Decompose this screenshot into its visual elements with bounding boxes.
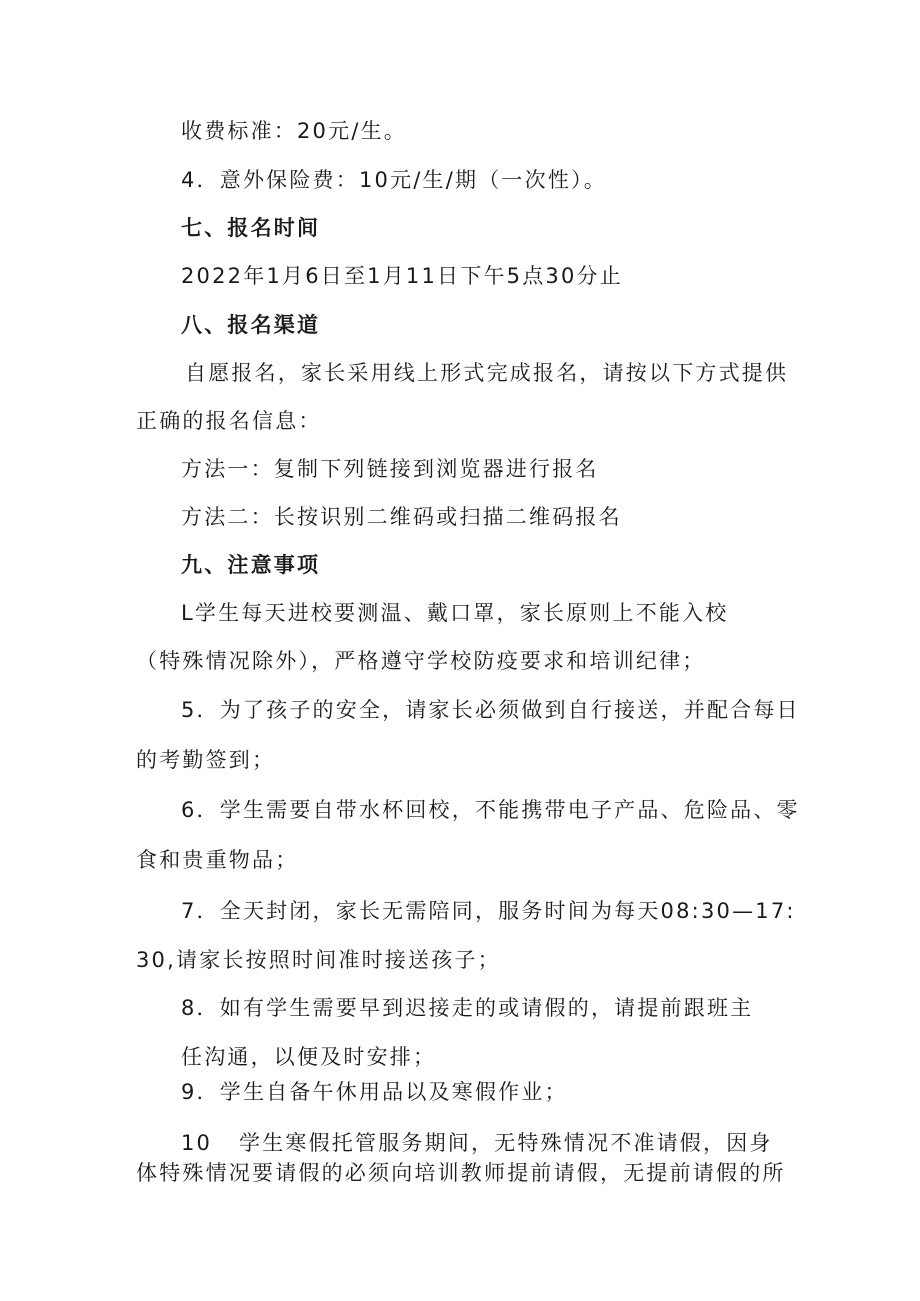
registration-paragraph-line2: 正确的报名信息：	[136, 409, 322, 433]
method-two-text: 方法二：长按识别二维码或扫描二维码报名	[181, 505, 622, 529]
note10-line1	[181, 1128, 773, 1158]
fee-standard-text: 收费标准：20元/生。	[181, 119, 407, 143]
section9-heading: 九、注意事项	[181, 553, 321, 577]
registration-time-text: 2022年1月6日至1月11日下午5点30分止	[181, 264, 623, 288]
registration-paragraph-line1: 自愿报名，家长采用线上形式完成报名，请按以下方式提供	[185, 361, 789, 385]
note5-line1: 5．为了孩子的安全，请家长必须做到自行接送，并配合每日	[181, 698, 800, 722]
note7-line2: 30,请家长按照时间准时接送孩子；	[136, 948, 501, 972]
section8-heading: 八、报名渠道	[181, 313, 321, 337]
note6-line1: 6．学生需要自带水杯回校，不能携带电子产品、危险品、零	[181, 798, 800, 822]
note10-line2: 体特殊情况要请假的必须向培训教师提前请假，无提前请假的所	[136, 1161, 786, 1185]
note1-line1: L学生每天进校要测温、戴口罩，家长原则上不能入校	[181, 601, 729, 625]
note10-line1-text: 学生寒假托管服务期间，无特殊情况不准请假，因身	[239, 1131, 773, 1155]
note8-line1: 8．如有学生需要早到迟接走的或请假的，请提前跟班主	[181, 996, 754, 1020]
method-one-text: 方法一：复制下列链接到浏览器进行报名	[181, 457, 599, 481]
note8-line2: 任沟通，以便及时安排；	[181, 1045, 437, 1069]
insurance-fee-text: 4．意外保险费：10元/生/期（一次性）。	[181, 168, 607, 192]
note1-line2: （特殊情况除外），严格遵守学校防疫要求和培训纪律；	[136, 649, 706, 673]
note10-number: 10	[181, 1131, 213, 1155]
note7-line1: 7．全天封闭，家长无需陪同，服务时间为每天08:30—17:	[181, 899, 796, 923]
note5-line2: 的考勤签到；	[136, 748, 276, 772]
section7-heading: 七、报名时间	[181, 216, 321, 240]
note6-line2: 食和贵重物品；	[136, 848, 299, 872]
note9-text: 9．学生自备午休用品以及寒假作业；	[181, 1080, 568, 1104]
